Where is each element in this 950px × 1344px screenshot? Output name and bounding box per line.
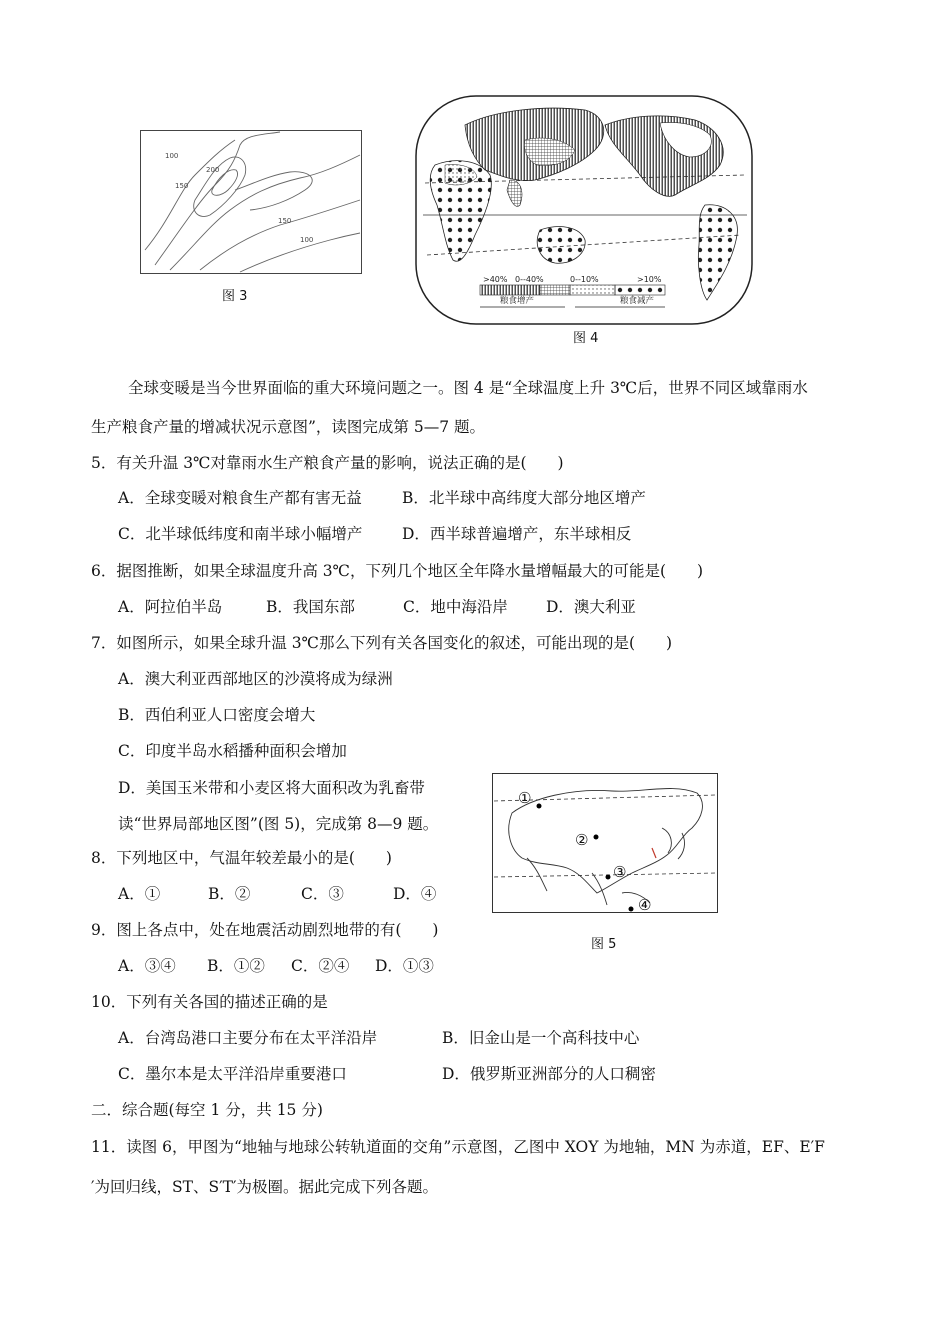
- regional-map: [492, 773, 718, 913]
- section-2-heading: 二．综合题(每空 1 分，共 15 分): [91, 1101, 323, 1119]
- legend-range: 0--40%: [515, 275, 544, 284]
- figure-3: [140, 130, 362, 274]
- q7-option-c: C．印度半岛水稻播种面积会增加: [118, 742, 347, 760]
- q11-line-2: ′为回归线，ST、S′T′为极圈。据此完成下列各题。: [91, 1178, 438, 1196]
- contour-map: [140, 130, 362, 274]
- intro-2: 读“世界局部地区图”(图 5)，完成第 8—9 题。: [118, 815, 439, 833]
- world-map: [415, 95, 753, 325]
- q9-option-a: A．③④: [118, 957, 176, 975]
- marker-1: ①: [518, 789, 532, 807]
- q6-stem: 6．据图推断，如果全球温度升高 3℃，下列几个地区全年降水量增幅最大的可能是( ): [91, 562, 704, 580]
- q10-option-d: D．俄罗斯亚洲部分的人口稠密: [442, 1065, 656, 1083]
- legend-range: 0--10%: [570, 275, 599, 284]
- contour-label: 200: [206, 166, 220, 174]
- intro-line-2: 生产粮食产量的增减状况示意图”，读图完成第 5—7 题。: [91, 418, 486, 436]
- q8-option-d: D．④: [393, 885, 437, 903]
- marker-3: ③: [613, 863, 627, 881]
- q10-stem: 10．下列有关各国的描述正确的是: [91, 993, 328, 1011]
- figure-5: [492, 773, 718, 913]
- legend-range: >40%: [483, 275, 508, 284]
- figure-3-caption: 图 3: [222, 289, 248, 304]
- contour-label: 100: [300, 236, 314, 244]
- contour-label: 150: [175, 182, 189, 190]
- q10-option-c: C．墨尔本是太平洋沿岸重要港口: [118, 1065, 347, 1083]
- q8-option-a: A．①: [118, 885, 161, 903]
- intro-line-1: 全球变暖是当今世界面临的重大环境问题之一。图 4 是“全球温度上升 3℃后，世界不同区域靠雨水: [128, 379, 808, 397]
- q9-stem: 9．图上各点中，处在地震活动剧烈地带的有( ): [91, 921, 439, 939]
- q9-option-c: C．②④: [291, 957, 350, 975]
- q5-option-a: A．全球变暖对粮食生产都有害无益: [118, 489, 362, 507]
- q5-option-c: C．北半球低纬度和南半球小幅增产: [118, 525, 363, 543]
- q10-option-a: A．台湾岛港口主要分布在太平洋沿岸: [118, 1029, 378, 1047]
- legend-decrease: 粮食减产: [620, 296, 655, 306]
- q6-option-d: D．澳大利亚: [546, 598, 636, 616]
- q6-option-c: C．地中海沿岸: [403, 598, 508, 616]
- figure-5-caption: 图 5: [591, 937, 617, 952]
- q7-option-b: B．西伯利亚人口密度会增大: [118, 706, 316, 724]
- marker-2: ②: [575, 831, 589, 849]
- marker-4: ④: [638, 896, 652, 913]
- q5-stem: 5．有关升温 3℃对靠雨水生产粮食产量的影响，说法正确的是( ): [91, 454, 564, 472]
- legend-range: >10%: [637, 275, 662, 284]
- q7-option-a: A．澳大利亚西部地区的沙漠将成为绿洲: [118, 670, 393, 688]
- q8-stem: 8．下列地区中，气温年较差最小的是( ): [91, 849, 392, 867]
- legend-increase: 粮食增产: [500, 296, 535, 306]
- q5-option-d: D．西半球普遍增产，东半球相反: [402, 525, 632, 543]
- q9-option-b: B．①②: [207, 957, 265, 975]
- q6-option-a: A．阿拉伯半岛: [118, 598, 223, 616]
- q10-option-b: B．旧金山是一个高科技中心: [442, 1029, 640, 1047]
- q11-line-1: 11．读图 6，甲图为“地轴与地球公转轨道面的交角”示意图，乙图中 XOY 为地轴，MN 为赤道，EF、E′F: [91, 1138, 825, 1156]
- figure-4: [415, 95, 753, 325]
- q8-option-b: B．②: [208, 885, 251, 903]
- q7-option-d: D．美国玉米带和小麦区将大面积改为乳畜带: [118, 779, 425, 797]
- q8-option-c: C．③: [301, 885, 344, 903]
- q5-option-b: B．北半球中高纬度大部分地区增产: [402, 489, 646, 507]
- q6-option-b: B．我国东部: [266, 598, 355, 616]
- figure-4-caption: 图 4: [573, 331, 599, 346]
- q7-stem: 7．如图所示，如果全球升温 3℃那么下列有关各国变化的叙述，可能出现的是( ): [91, 634, 673, 652]
- contour-label: 150: [278, 217, 292, 225]
- q9-option-d: D．①③: [375, 957, 434, 975]
- contour-label: 100: [165, 152, 179, 160]
